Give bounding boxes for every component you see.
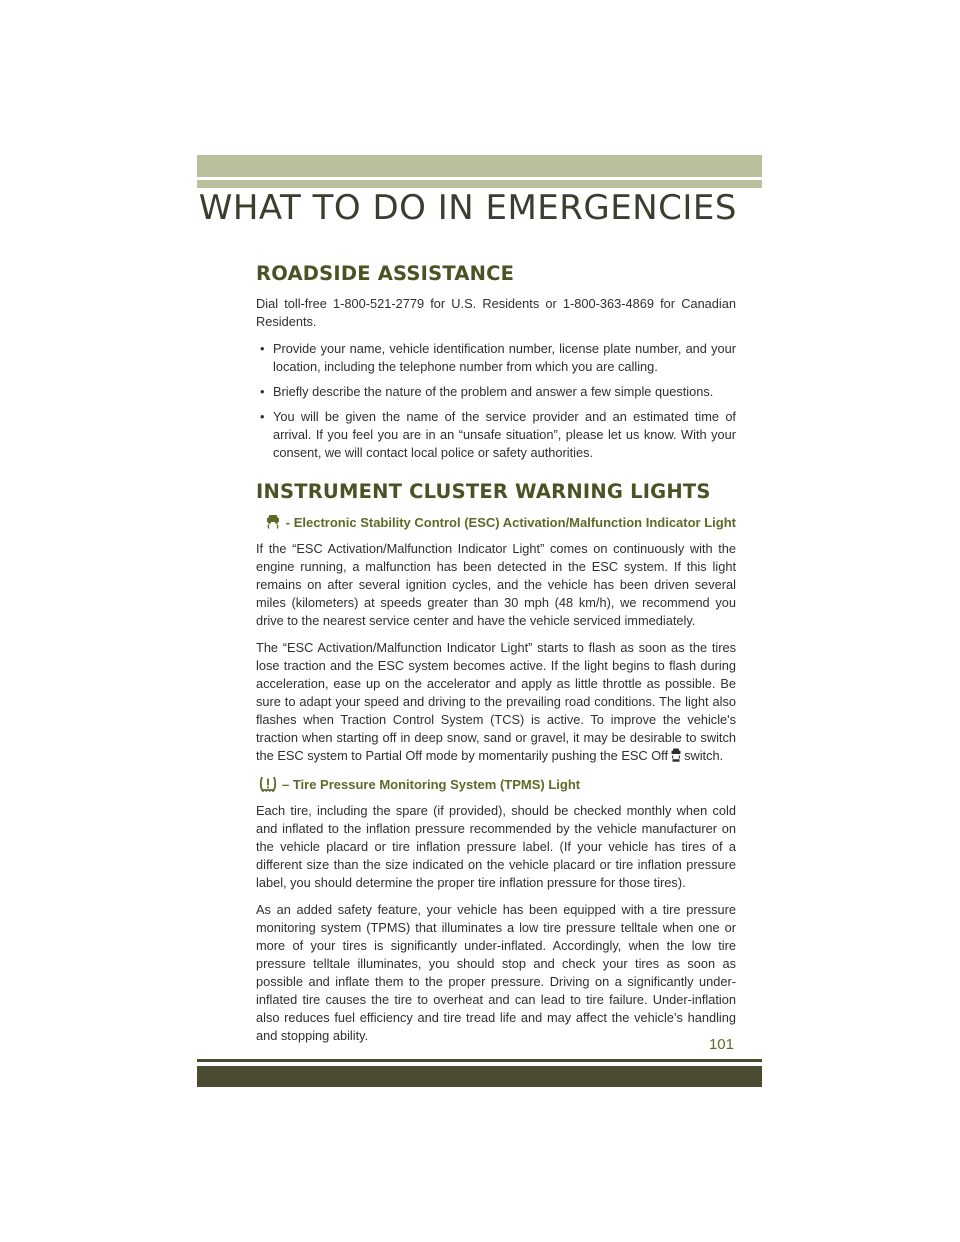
list-item: • Briefly describe the nature of the problem and answer a few simple questions.	[256, 383, 736, 401]
esc-subheading	[256, 513, 736, 531]
roadside-list	[256, 340, 736, 462]
esc-off-icon	[669, 747, 683, 762]
esc-subheading-text: - Electronic Stability Control (ESC) Activation/Malfunction Indicator Light	[285, 514, 736, 530]
tpms-paragraph-2: As an added safety feature, your vehicle has been equipped with a tire pressure monitoring system (TPMS) that illuminates a low tire pressure telltale when one or more of your tires is significantly under-inflated. Accordingly, when the low tire pressure telltale illuminates, you should stop and check your tires as soon as possible and inflate them to the proper pressure. Driving on a significantly under-inflated tire causes the tire to overheat and can lead to tire failure. Under-inflation also reduces fuel efficiency and tire tread life and may affect the vehicle’s handling and stopping ability.	[256, 902, 736, 1043]
header-rule	[197, 180, 762, 188]
tpms-subheading-text: – Tire Pressure Monitoring System (TPMS) Light	[282, 776, 581, 792]
page-number: 101	[708, 1036, 734, 1053]
esc-paragraph-2: The “ESC Activation/Malfunction Indicator Light” starts to flash as soon as the tires lose traction and the ESC system becomes active. If the light begins to flash during acceleration, ease up on the accelerator and apply as little throttle as possible. Be sure to adapt your speed and driving to the prevailing road conditions. The light also flashes when Traction Control System (TCS) is active. To improve the vehicle's traction when starting off in deep snow, sand or gravel, it may be desirable to switch the ESC system to Partial Off mode by momentarily pushing the ESC Off switch.	[256, 640, 736, 763]
esc-paragraph-1: If the “ESC Activation/Malfunction Indicator Light” comes on continuously with the engine running, a malfunction has been detected in the ESC system. If this light remains on after several ignition cycles, and the vehicle has been driven several miles (kilometers) at speeds greater than 30 mph (48 km/h), we recommend you drive to the nearest service center and have the vehicle serviced immediately.	[256, 541, 736, 628]
list-item: • Provide your name, vehicle identification number, license plate number, and your location, including the telephone number from which you are calling.	[256, 340, 736, 376]
chapter-title: WHAT TO DO IN EMERGENCIES	[198, 188, 737, 228]
tpms-subheading	[256, 775, 736, 793]
footer-band	[197, 1066, 762, 1087]
page-content	[256, 262, 736, 1054]
roadside-intro: Dial toll-free 1-800-521-2779 for U.S. Residents or 1-800-363-4869 for Canadian Residents.	[256, 296, 736, 329]
tpms-paragraph-1: Each tire, including the spare (if provided), should be checked monthly when cold and inflated to the inflation pressure recommended by the vehicle manufacturer on the vehicle placard or tire inflation pressure label. (If your vehicle has tires of a different size than the size indicated on the vehicle placard or tire inflation pressure label, you should determine the proper tire inflation pressure for those tires).	[256, 803, 736, 890]
header-band	[197, 155, 762, 177]
tire-pressure-warning-icon	[258, 775, 276, 793]
footer-rule	[197, 1059, 762, 1062]
list-item: • You will be given the name of the service provider and an estimated time of arrival. If you feel you are in an “unsafe situation”, please let us know. With your consent, we will contact local police or safety authorities.	[256, 408, 736, 462]
esc-skid-car-icon	[264, 513, 282, 531]
roadside-heading: ROADSIDE ASSISTANCE	[256, 262, 515, 285]
cluster-heading: INSTRUMENT CLUSTER WARNING LIGHTS	[256, 480, 711, 503]
